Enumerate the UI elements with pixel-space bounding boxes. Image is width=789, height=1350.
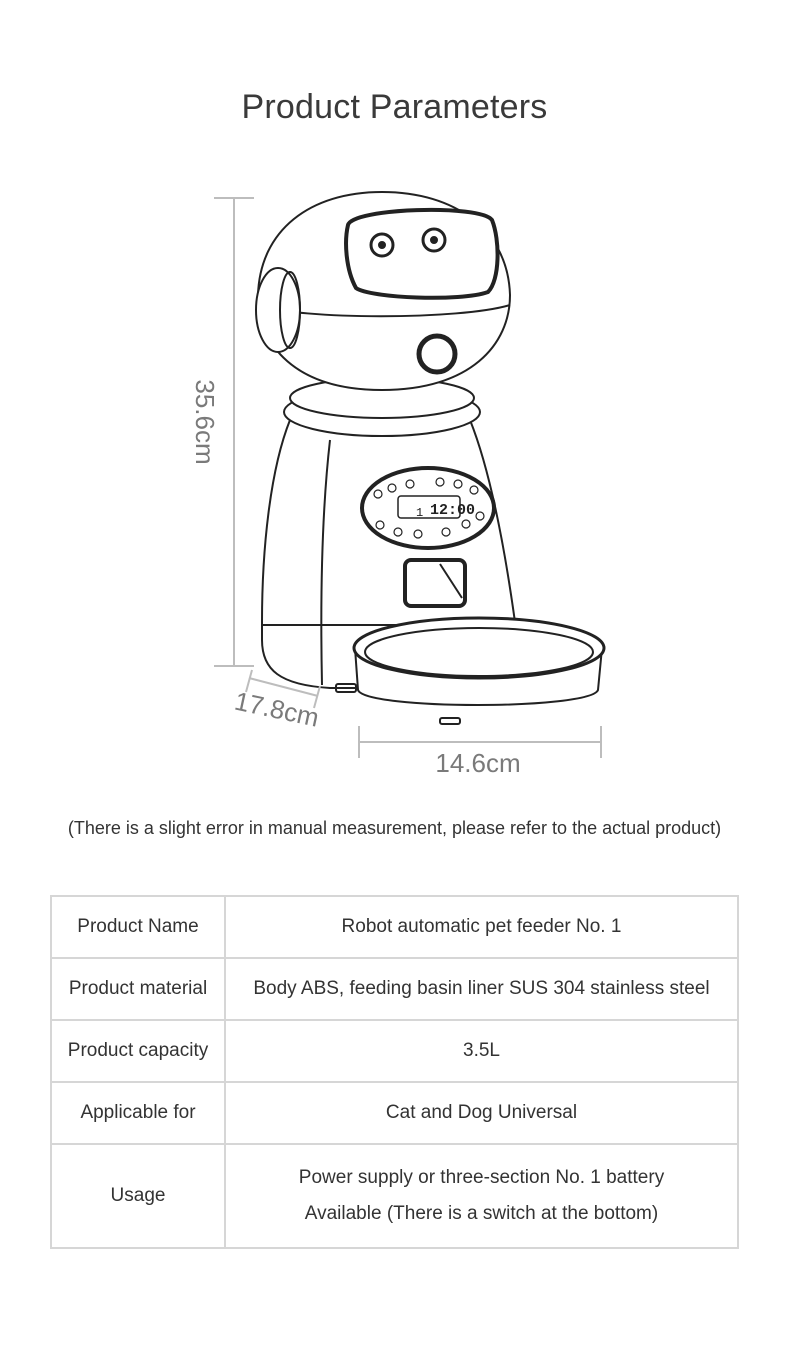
display-digit: 1 (416, 506, 424, 520)
param-value: Body ABS, feeding basin liner SUS 304 stainless steel (225, 958, 738, 1020)
param-value (225, 1144, 738, 1248)
param-key: Applicable for (51, 1082, 225, 1144)
table-row (51, 896, 738, 958)
height-label: 35.6cm (190, 379, 220, 465)
usage-line-2: Available (There is a switch at the bottom) (304, 1203, 659, 1224)
param-value: Robot automatic pet feeder No. 1 (225, 896, 738, 958)
param-value: 3.5L (225, 1020, 738, 1082)
table-row (51, 1082, 738, 1144)
width-label: 14.6cm (435, 748, 521, 778)
param-key: Product capacity (51, 1020, 225, 1082)
feeder-illustration (256, 192, 604, 724)
display-time: 12:00 (430, 502, 476, 519)
page-title: Product Parameters (241, 88, 548, 126)
param-key: Usage (51, 1144, 225, 1248)
product-dimension-diagram (0, 170, 789, 790)
table-row (51, 1020, 738, 1082)
param-key: Product Name (51, 896, 225, 958)
table-row (51, 1144, 738, 1248)
parameters-table (50, 895, 739, 1249)
depth-label: 17.8cm (232, 685, 322, 733)
param-value: Cat and Dog Universal (225, 1082, 738, 1144)
param-key: Product material (51, 958, 225, 1020)
measurement-note: (There is a slight error in manual measurement, please refer to the actual product) (67, 818, 722, 838)
usage-line-1: Power supply or three-section No. 1 battery (298, 1167, 665, 1188)
table-row (51, 958, 738, 1020)
